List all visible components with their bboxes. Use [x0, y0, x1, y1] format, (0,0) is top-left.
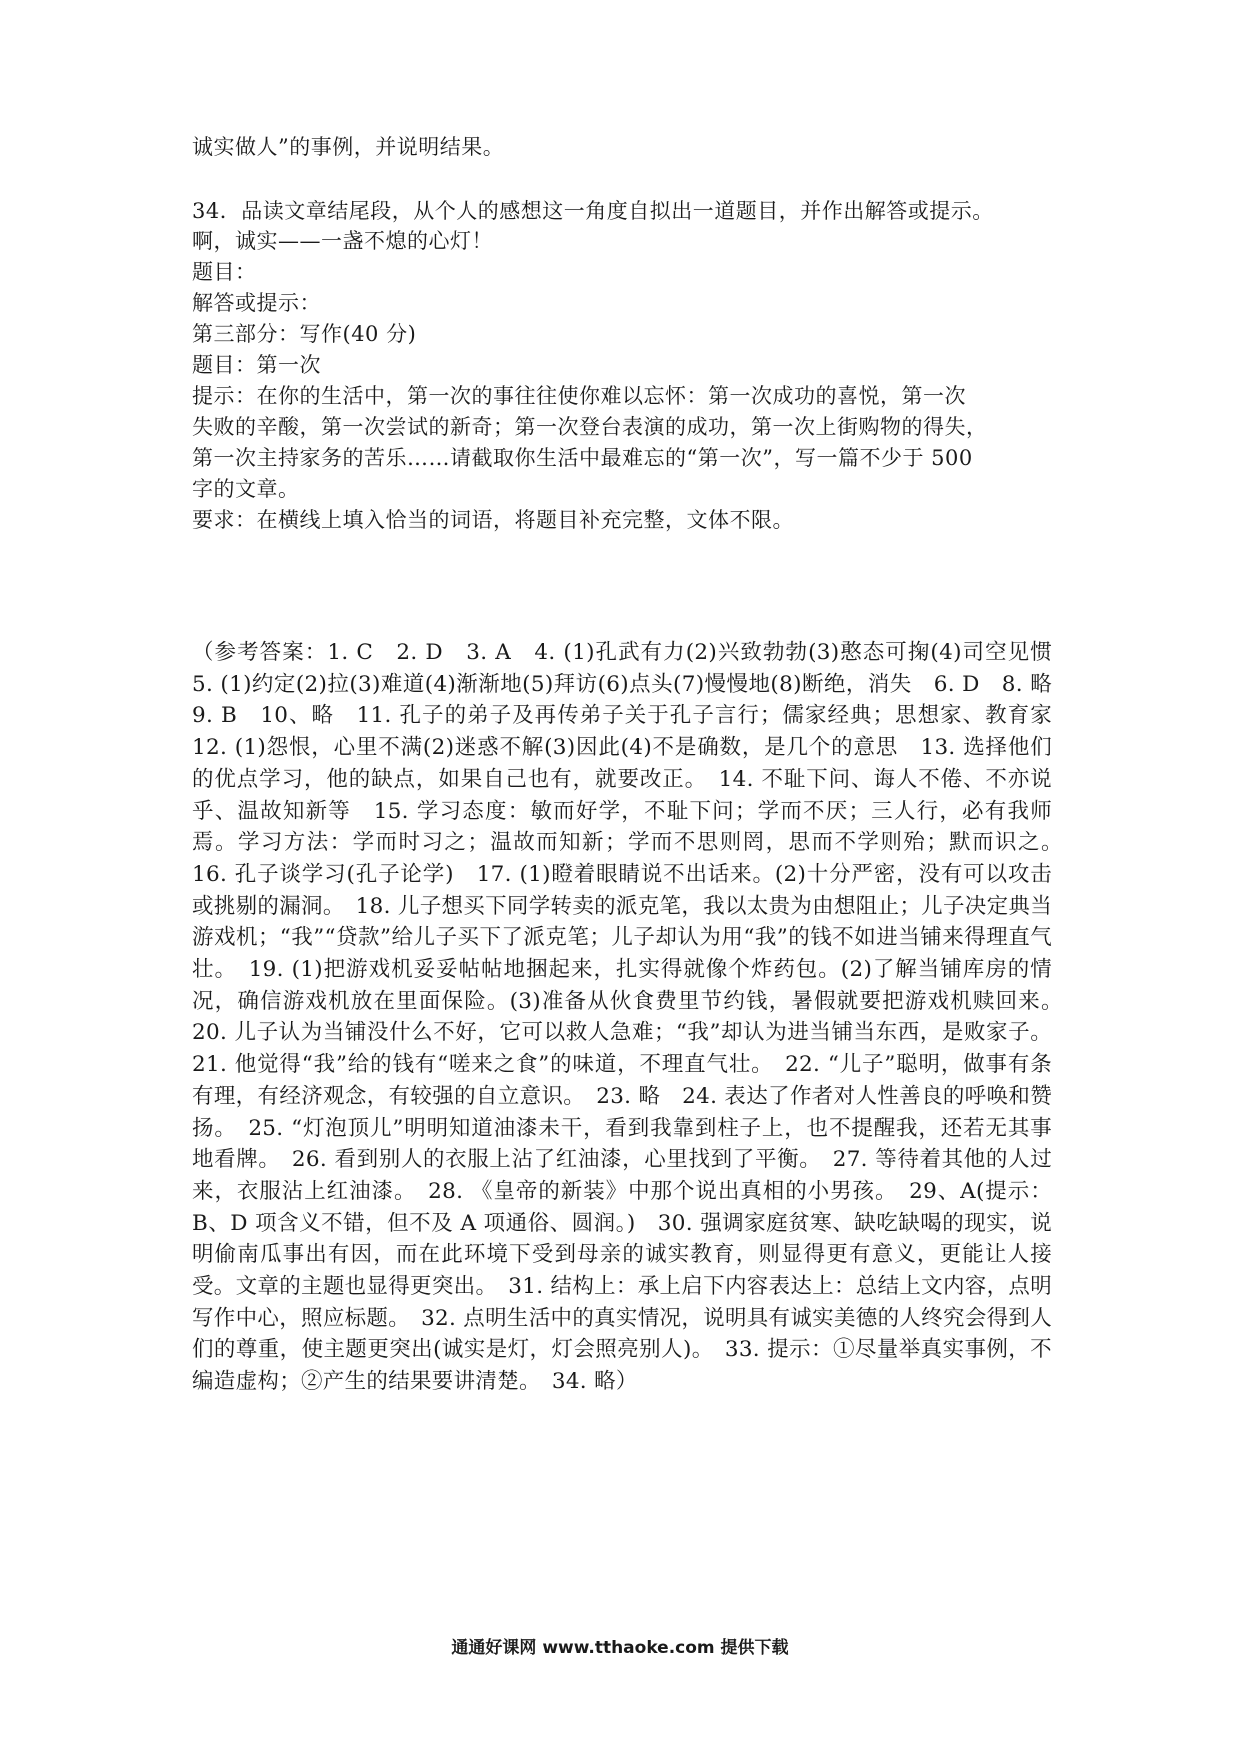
essay-hint-line: 字的文章。	[192, 477, 300, 501]
essay-hint-line: 第一次主持家务的苦乐……请截取你生活中最难忘的“第一次”，写一篇不少于 500	[192, 446, 973, 470]
essay-hint-line: 失败的辛酸，第一次尝试的新奇；第一次登台表演的成功，第一次上街购物的得失，	[192, 415, 988, 439]
question-34-answer-label: 解答或提示：	[192, 291, 321, 315]
question-34-quote: 啊，诚实——一盏不熄的心灯！	[192, 229, 493, 253]
essay-requirement: 要求：在横线上填入恰当的词语，将题目补充完整，文体不限。	[192, 508, 794, 532]
part3-heading: 第三部分：写作(40 分)	[192, 322, 417, 346]
question-34-prompt: 34．品读文章结尾段，从个人的感想这一角度自拟出一道题目，并作出解答或提示。	[192, 199, 994, 223]
reference-answers: （参考答案：1. C 2. D 3. A 4. (1)孔武有力(2)兴致勃勃(3)憨态可掬(4)司空见惯 5. (1)约定(2)拉(3)难道(4)渐渐地(5)拜访(6)点头(7)慢慢地(8)断绝，消失 6. D 8. 略 9. B 10、略 11. 孔子的弟子及再传弟子关于孔子言行；儒家经典；思想家、教育家 12. (1)怨恨，心里不满(2)迷惑不解(3)因此(4)不是确数，是几个的意思 13. 选择他们的优点学习，他的缺点，如果自己也有，就要改正。 14. 不耻下问、诲人不倦、不亦说乎、温故知新等 15. 学习态度：敏而好学，不耻下问；学而不厌；三人行，必有我师焉。学习方法：学而时习之；温故而知新；学而不思则罔，思而不学则殆；默而识之。 16. 孔子谈学习(孔子论学) 17. (1)瞪着眼睛说不出话来。(2)十分严密，没有可以攻击或挑剔的漏洞。 18. 儿子想买下同学转卖的派克笔，我以太贵为由想阻止；儿子决定典当游戏机；“我”“贷款”给儿子买下了派克笔；儿子却认为用“我”的钱不如进当铺来得理直气壮。 19. (1)把游戏机妥妥帖帖地捆起来，扎实得就像个炸药包。(2)了解当铺库房的情况，确信游戏机放在里面保险。(3)准备从伙食费里节约钱，暑假就要把游戏机赎回来。 20. 儿子认为当铺没什么不好，它可以救人急难；“我”却认为进当铺当东西，是败家子。21. 他觉得“我”给的钱有“嗟来之食”的味道，不理直气壮。 22. “儿子”聪明，做事有条有理，有经济观念，有较强的自立意识。 23. 略 24. 表达了作者对人性善良的呼唤和赞扬。 25. “灯泡顶儿”明明知道油漆未干，看到我靠到柱子上，也不提醒我，还若无其事地看牌。 26. 看到别人的衣服上沾了红油漆，心里找到了平衡。 27. 等待着其他的人过来，衣服沾上红油漆。 28. 《皇帝的新装》中那个说出真相的小男孩。 29、A(提示：B、D 项含义不错，但不及 A 项通俗、圆润。) 30. 强调家庭贫寒、缺吃缺喝的现实，说明偷南瓜事出有因，而在此环境下受到母亲的诚实教育，则显得更有意义，更能让人接受。文章的主题也显得更突出。 31. 结构上：承上启下内容表达上：总结上文内容，点明写作中心，照应标题。 32. 点明生活中的真实情况，说明具有诚实美德的人终究会得到人们的尊重，使主题更突出(诚实是灯，灯会照亮别人)。 33. 提示：①尽量举真实事例，不编造虚构；②产生的结果要讲清楚。 34. 略）	[192, 640, 1074, 1395]
essay-hint-line: 提示：在你的生活中，第一次的事往往使你难以忘怀：第一次成功的喜悦，第一次	[192, 384, 966, 408]
question-34-title-label: 题目：	[192, 260, 257, 284]
essay-title: 题目：第一次	[192, 353, 321, 377]
text-line: 诚实做人”的事例，并说明结果。	[192, 135, 505, 159]
footer-credit: 通通好课网 www.tthaoke.com 提供下载	[451, 1638, 789, 1658]
